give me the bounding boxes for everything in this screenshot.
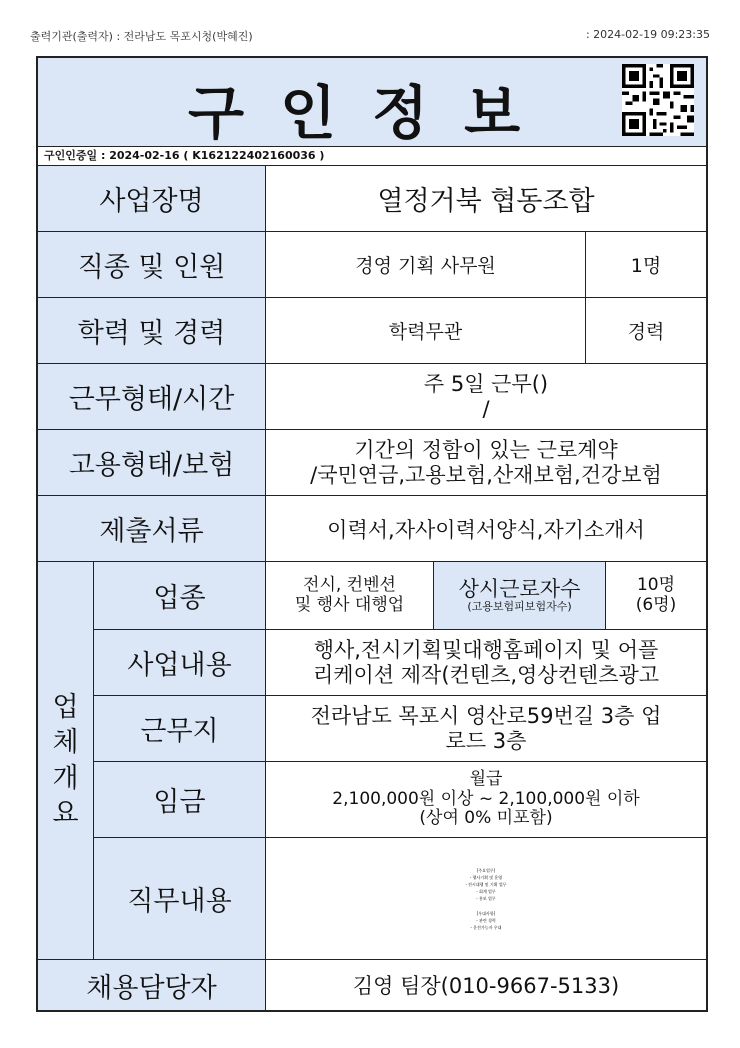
- documents-label: 제출서류: [38, 496, 266, 562]
- wage-label: 임금: [94, 762, 266, 838]
- business-name-value: 열정거북 협동조합: [266, 166, 706, 232]
- work-hours: /: [482, 396, 490, 421]
- employment-label: 고용형태/보험: [38, 430, 266, 496]
- certification-line: 구인인증일 : 2024-02-16 ( K162122402160036 ): [38, 146, 706, 166]
- employment-value: [266, 430, 706, 496]
- education-value: 학력무관: [266, 298, 586, 364]
- documents-value: 이력서,자사이력서양식,자기소개서: [266, 496, 706, 562]
- location-label: 근무지: [94, 696, 266, 762]
- industry-value: 전시, 컨벤션 및 행사 대행업: [266, 562, 434, 630]
- job-label: 직종 및 인원: [38, 232, 266, 298]
- wage-type: 월급: [469, 769, 503, 790]
- education-label: 학력 및 경력: [38, 298, 266, 364]
- workers-label-cell: [434, 562, 606, 630]
- wage-value: [266, 762, 706, 838]
- print-header: [30, 28, 710, 44]
- location-value: 전라남도 목포시 영산로59번길 3층 업 로드 3층: [266, 696, 706, 762]
- contact-value: 김영 팀장(010-9667-5133): [352, 974, 620, 998]
- job-count: 1명: [586, 232, 706, 298]
- workers-label: 상시근로자수: [458, 577, 581, 602]
- workers-count-cell: [606, 562, 706, 630]
- overview-section-label: 업 체 개 요: [38, 562, 94, 960]
- insurance-list: /국민연금,고용보험,산재보험,건강보험: [310, 462, 662, 487]
- work-days: 주 5일 근무(): [423, 372, 549, 397]
- title-block: [38, 58, 706, 147]
- insured-count: (6명): [635, 594, 677, 615]
- job-value: 경영 기획 사무원: [266, 232, 586, 298]
- business-content-value: 행사,전시기획및대행홈페이지 및 어플 리케이션 제작(컨텐츠,영상컨텐츠광고: [266, 630, 706, 696]
- business-name-label: 사업장명: [38, 166, 266, 232]
- duties-label: 직무내용: [94, 838, 266, 960]
- qr-code-icon: [622, 64, 694, 136]
- wage-range: 2,100,000원 이상 ~ 2,100,000원 이하: [332, 788, 640, 809]
- contact-label: 채용담당자: [38, 960, 266, 1010]
- printed-timestamp: : 2024-02-19 09:23:35: [585, 28, 710, 41]
- workers-count: 10명: [636, 574, 676, 595]
- issuer-text: 출력기관(출력자) : 전라남도 목포시청(박혜진): [30, 30, 253, 43]
- wage-bonus: (상여 0% 미포함): [419, 808, 553, 829]
- industry-label: 업종: [94, 562, 266, 630]
- work-type-label: 근무형태/시간: [38, 364, 266, 430]
- job-posting-sheet: [36, 56, 708, 1012]
- duties-value: [주요업무] - 행사기획 및 운영 - 전시대행 및 기획 업무 - 회계 업무 - 홍보 업무 [우대사항] - 관련 경력 - 운전가능자 우대: [266, 838, 706, 960]
- work-type-value: [266, 364, 706, 430]
- contract-type: 기간의 정함이 있는 근로계약: [354, 438, 618, 463]
- career-value: 경력: [586, 298, 706, 364]
- page-title: 구인정보: [188, 79, 557, 147]
- insured-label: (고용보험피보험자수): [467, 600, 572, 614]
- business-content-label: 사업내용: [94, 630, 266, 696]
